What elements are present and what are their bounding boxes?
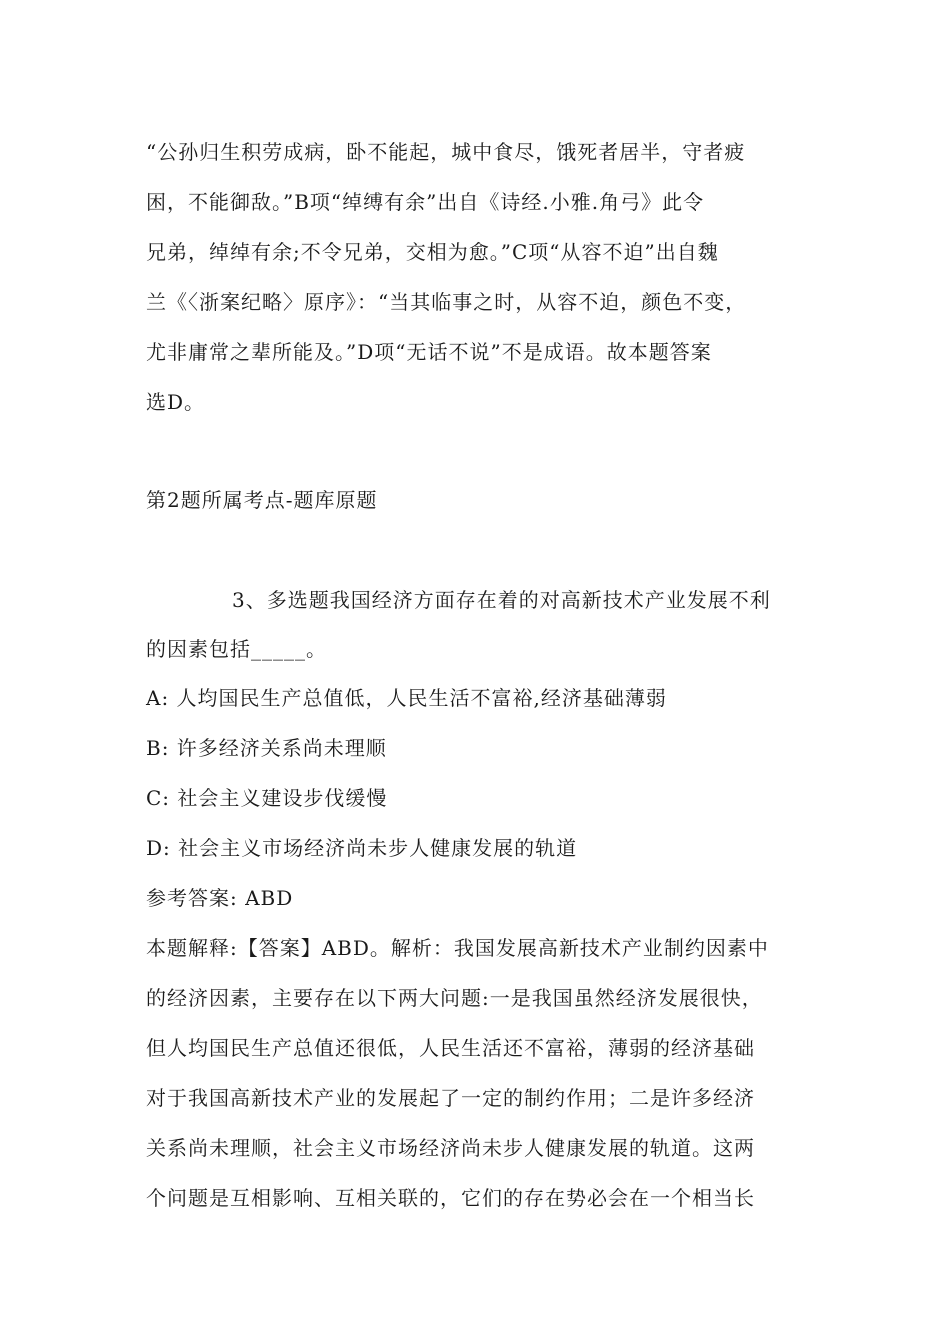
paragraph-line: 尤非庸常之辈所能及。”D项“无话不说”不是成语。故本题答案 — [146, 340, 712, 364]
explanation-line: 本题解释:【答案】ABD。解析：我国发展高新技术产业制约因素中 — [146, 936, 769, 960]
paragraph-line: 兄弟，绰绰有余;不令兄弟，交相为愈。”C项“从容不迫”出自魏 — [146, 240, 719, 264]
explanation-line: 关系尚未理顺，社会主义市场经济尚未步人健康发展的轨道。这两 — [146, 1136, 755, 1160]
option-c: C: 社会主义建设步伐缓慢 — [146, 786, 388, 810]
paragraph-line: 兰《〈浙案纪略〉原序》：“当其临事之时，从容不迫，颜色不变， — [146, 290, 747, 314]
explanation-line: 但人均国民生产总值还很低，人民生活还不富裕，薄弱的经济基础 — [146, 1036, 755, 1060]
explanation-line: 个问题是互相影响、互相关联的，它们的存在势必会在一个相当长 — [146, 1186, 755, 1210]
option-a: A: 人均国民生产总值低，人民生活不富裕,经济基础薄弱 — [146, 686, 667, 710]
paragraph-line: “公孙归生积劳成病，卧不能起，城中食尽，饿死者居半，守者疲 — [146, 140, 746, 164]
topic-note: 第2题所属考点-题库原题 — [146, 488, 378, 512]
explanation-line: 的经济因素，主要存在以下两大问题:一是我国虽然经济发展很快， — [146, 986, 763, 1010]
question-stem: 3、多选题我国经济方面存在着的对高新技术产业发展不利 — [232, 588, 771, 612]
option-b: B: 许多经济关系尚未理顺 — [146, 736, 387, 760]
explanation-line: 对于我国高新技术产业的发展起了一定的制约作用；二是许多经济 — [146, 1086, 755, 1110]
option-d: D: 社会主义市场经济尚未步人健康发展的轨道 — [146, 836, 578, 860]
paragraph-line: 选D。 — [146, 390, 206, 414]
paragraph-line: 困，不能御敌。”B项“绰缚有余”出自《诗经.小雅.角弓》此令 — [146, 190, 705, 214]
question-stem: 的因素包括_____。 — [146, 637, 327, 661]
reference-answer: 参考答案: ABD — [146, 886, 294, 910]
